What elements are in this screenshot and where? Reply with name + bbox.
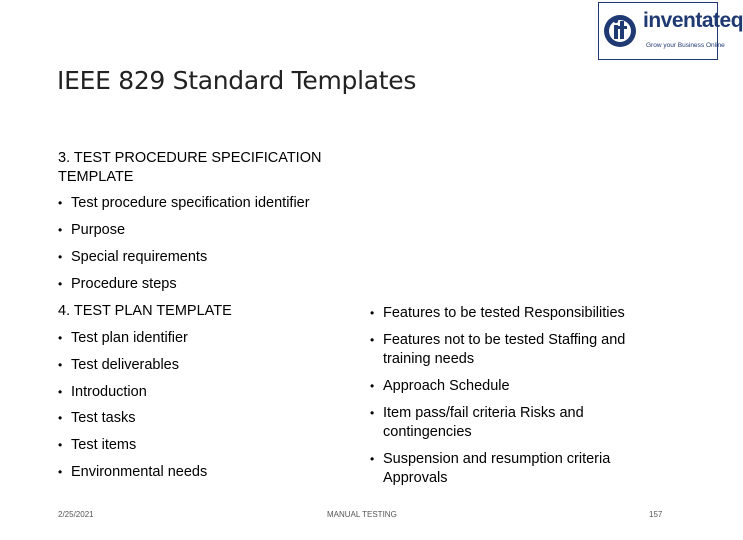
company-logo xyxy=(598,2,743,60)
list-item: • Test items xyxy=(58,436,207,463)
list-item: • Test plan identifier xyxy=(58,329,207,356)
list-item: • Features not to be tested Staffing and training needs xyxy=(370,331,670,369)
list-item: • Purpose xyxy=(58,221,310,248)
list-item: • Approach Schedule xyxy=(370,377,670,396)
list-item: • Item pass/fail criteria Risks and contingencies xyxy=(370,404,670,442)
list-item: • Test procedure specification identifier xyxy=(58,194,310,221)
list-item: • Features to be tested Responsibilities xyxy=(370,304,670,323)
logo-tagline: Grow your Business Online xyxy=(646,42,725,49)
logo-wordmark: inventateq xyxy=(643,9,743,32)
list-item: • Special requirements xyxy=(58,248,310,275)
list-item: • Procedure steps xyxy=(58,275,310,302)
list-item: • Environmental needs xyxy=(58,463,207,490)
list-item: • Introduction xyxy=(58,383,207,410)
list-item: • Suspension and resumption criteria Approvals xyxy=(370,450,670,488)
inventateq-emblem-icon xyxy=(599,3,643,59)
page-number: 157 xyxy=(649,510,663,519)
slide-title: IEEE 829 Standard Templates xyxy=(57,66,417,95)
list-item: • Test tasks xyxy=(58,409,207,436)
list-item: • Test deliverables xyxy=(58,356,207,383)
footer-date: 2/25/2021 xyxy=(58,510,94,519)
section-3-list xyxy=(58,194,310,302)
section-4-left-list xyxy=(58,329,207,490)
section-3-heading: 3. TEST PROCEDURE SPECIFICATION TEMPLATE xyxy=(58,150,322,185)
section-4-heading: 4. TEST PLAN TEMPLATE xyxy=(58,303,232,319)
footer-title: MANUAL TESTING xyxy=(327,510,397,519)
section-4-right-list xyxy=(370,304,670,496)
